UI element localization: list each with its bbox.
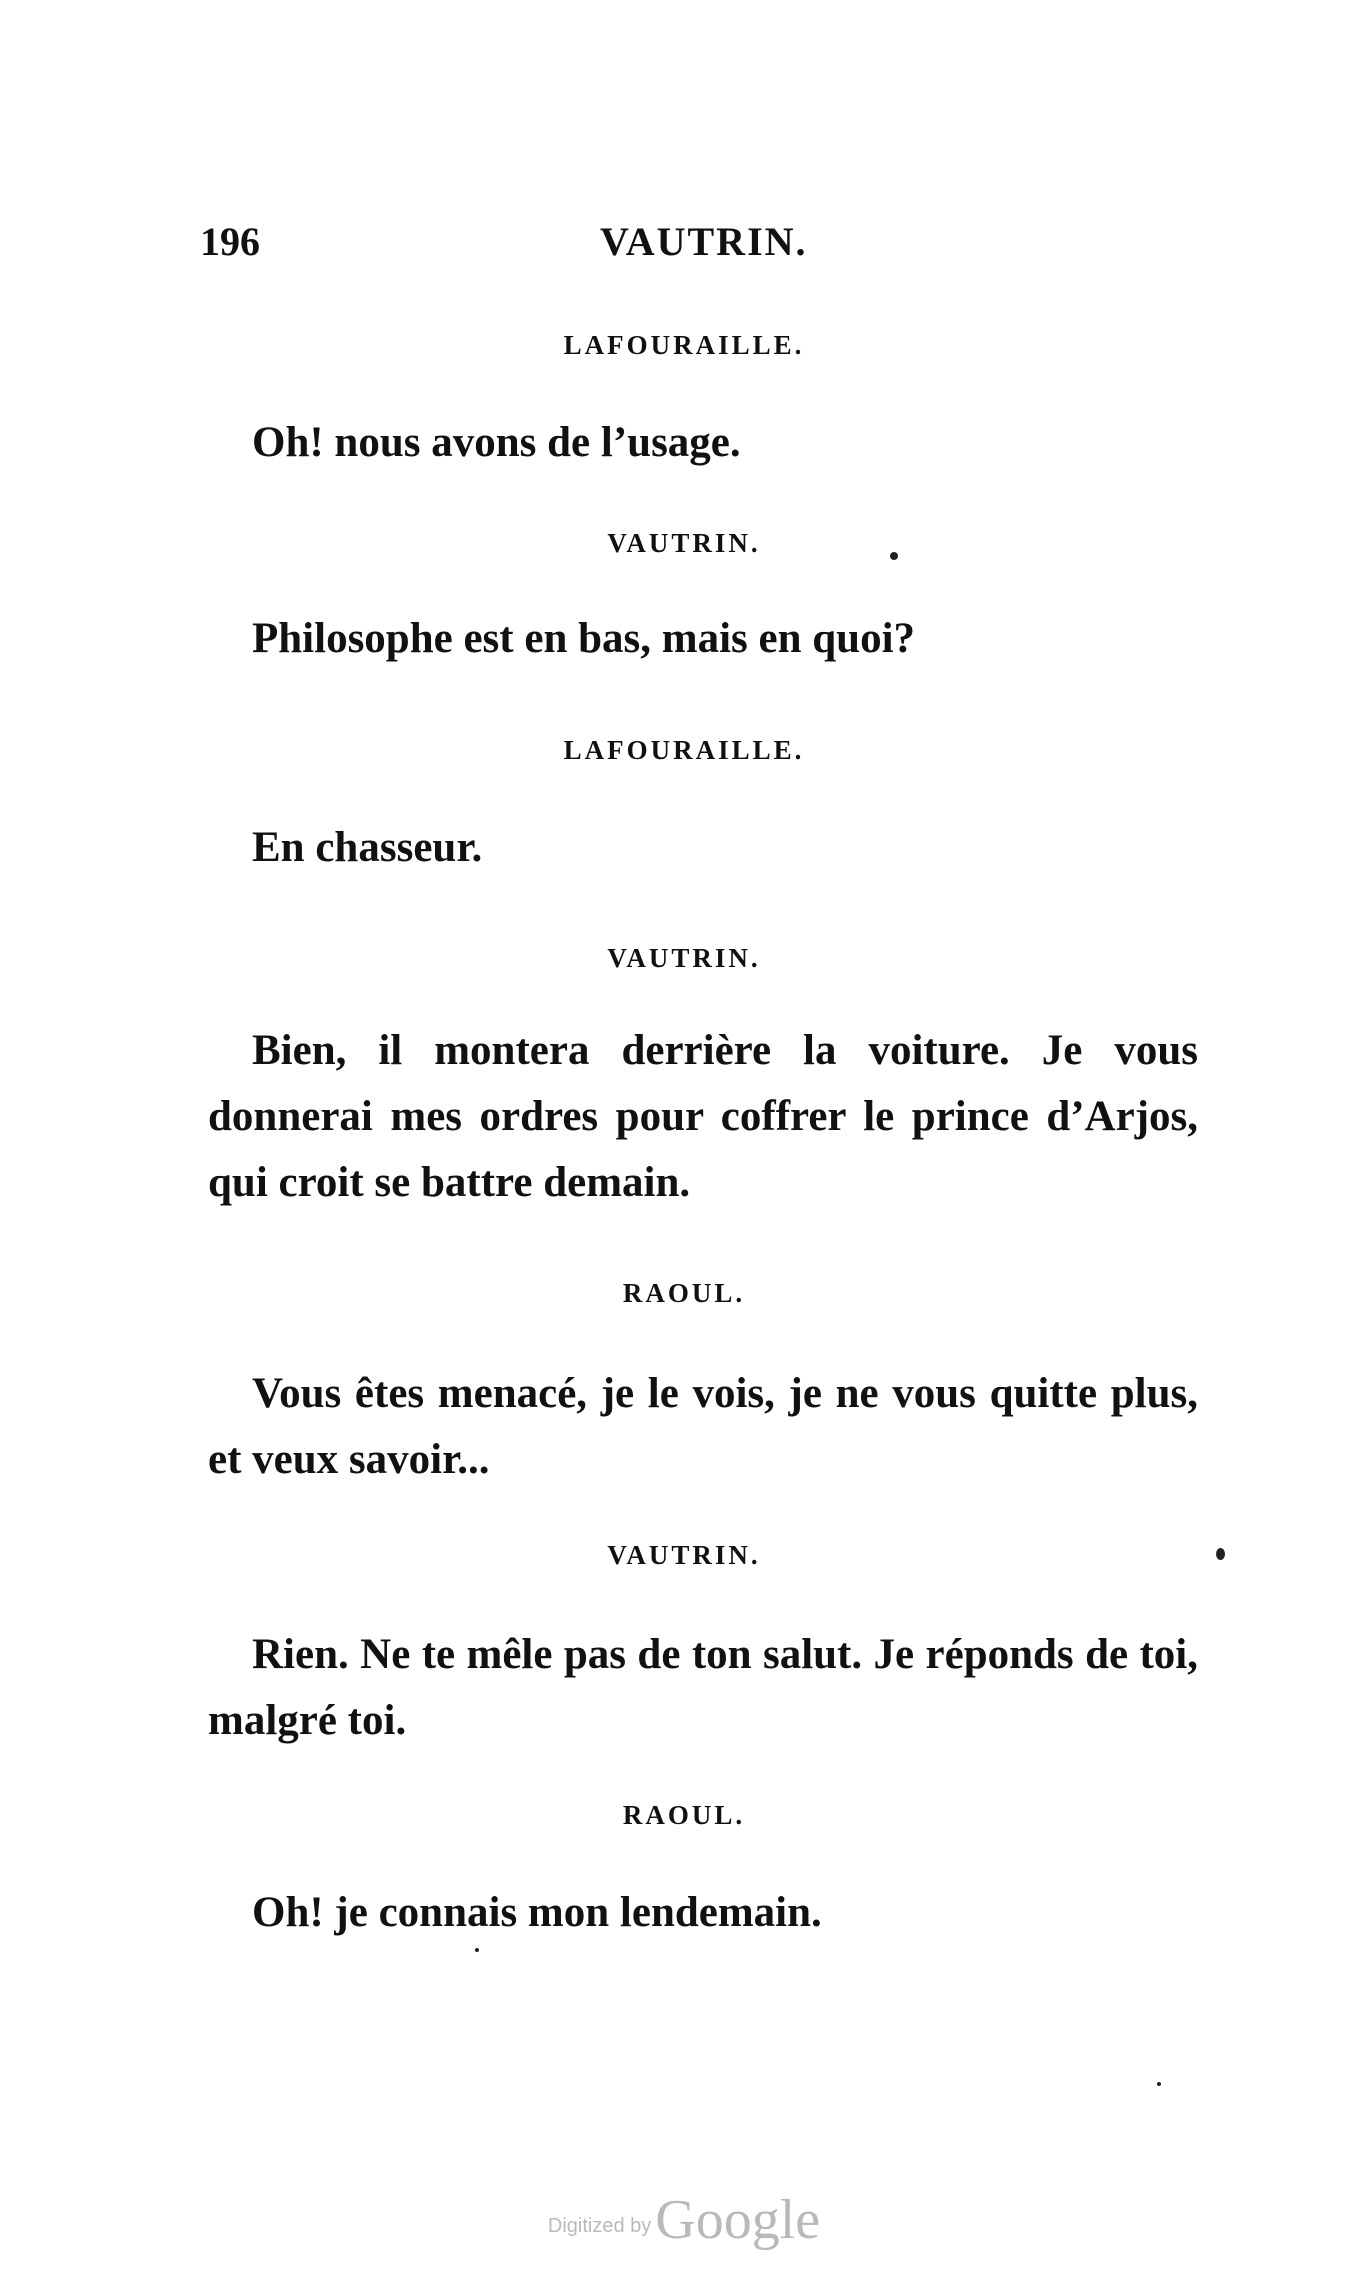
page-number: 196 — [200, 219, 260, 264]
speaker-name: LAFOURAILLE. — [563, 330, 805, 360]
ink-speck — [1157, 2082, 1161, 2086]
speaker-name: VAUTRIN. — [607, 1540, 761, 1570]
speech-text: Philosophe est en bas, mais en quoi? — [252, 615, 916, 662]
speaker-name: RAOUL. — [622, 1800, 746, 1830]
speaker-name: VAUTRIN. — [607, 943, 761, 973]
speech-text: En chasseur. — [252, 824, 483, 871]
speech-text: Bien, il montera derrière la voiture. Je vous donnerai mes ordres pour coffrer le prince d’Arjos, qui croit se battre demain. — [208, 1027, 1198, 1206]
speech-text: Oh! nous avons de l’usage. — [252, 419, 741, 466]
ink-speck — [1216, 1548, 1225, 1560]
speech-text: Vous êtes menacé, je le vois, je ne vous quitte plus, et veux savoir... — [208, 1370, 1198, 1483]
digitized-watermark — [0, 2188, 1368, 2252]
ink-speck — [475, 1948, 479, 1952]
speaker-name: RAOUL. — [622, 1278, 746, 1308]
running-title: VAUTRIN. — [600, 219, 808, 264]
google-logo: Google — [655, 2189, 821, 2251]
ink-speck — [890, 552, 898, 560]
speech-text: Oh! je connais mon lendemain. — [252, 1889, 822, 1936]
watermark-prefix: Digitized by — [547, 2215, 652, 2237]
speech-text: Rien. Ne te mêle pas de ton salut. Je réponds de toi, malgré toi. — [208, 1631, 1198, 1744]
running-head — [200, 218, 1200, 278]
speaker-name: VAUTRIN. — [607, 528, 761, 558]
speaker-name: LAFOURAILLE. — [563, 735, 805, 765]
